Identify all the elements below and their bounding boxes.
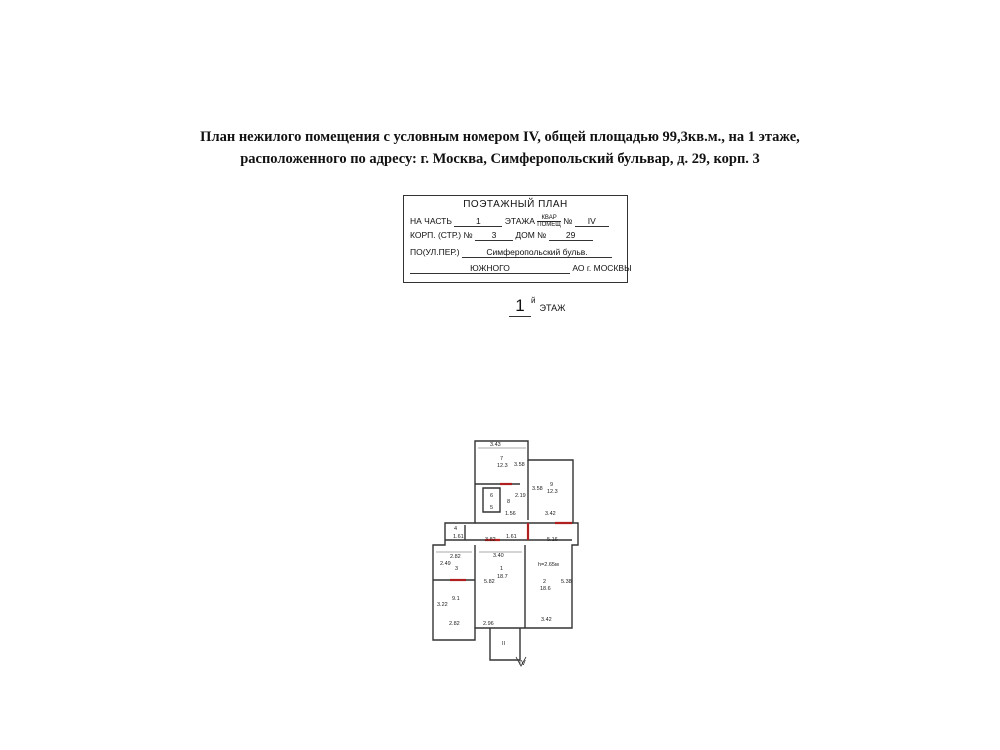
entrance-number: II	[502, 641, 506, 647]
room-5-number: 5	[490, 505, 494, 511]
dim-382: 3.82	[485, 537, 496, 543]
dim-282b: 2.82	[449, 621, 460, 627]
dom-value: 29	[549, 230, 593, 241]
ao-label: АО г. МОСКВЫ	[572, 263, 632, 273]
dim-9v: 3.58	[532, 486, 543, 492]
document-title-line-1: План нежилого помещения с условным номером IV, общей площадью 99,3кв.м., на 1 этаже,	[200, 129, 800, 145]
part-value: 1	[454, 216, 502, 227]
room-9-area: 12.3	[547, 489, 558, 495]
floor-label: ЭТАЖА	[504, 215, 535, 226]
dim-516: 5.16	[547, 537, 558, 543]
dim-538: 5.38	[561, 579, 572, 585]
stamp-header: ПОЭТАЖНЫЙ ПЛАН	[463, 199, 568, 210]
dim-hall-v: 2.19	[515, 493, 526, 499]
room-4-number: 4	[454, 526, 458, 532]
dim-342a: 3.42	[545, 511, 556, 517]
dim-296: 2.96	[483, 621, 494, 627]
dim-322: 3.22	[437, 602, 448, 608]
dim-340: 3.40	[493, 553, 504, 559]
dim-156: 1.56	[505, 511, 516, 517]
room-2-area: 18.6	[540, 586, 551, 592]
room-6-number: 6	[490, 493, 494, 499]
floor-label: ЭТАЖ	[539, 303, 566, 313]
dim-161a: 1.61	[453, 534, 464, 540]
room-1-number: 1	[500, 566, 504, 572]
ceiling-height: h=2.65м	[538, 562, 559, 568]
num-value: IV	[575, 216, 609, 227]
room-1-area: 18.7	[497, 574, 508, 580]
dim-top: 3.43	[490, 442, 501, 448]
dim-161b: 1.61	[506, 534, 517, 540]
district-value: ЮЖНОГО	[410, 263, 570, 274]
floor-suffix: й	[531, 296, 536, 305]
dom-label: ДОМ №	[515, 230, 547, 240]
dim-249: 2.49	[440, 561, 451, 567]
korp-label: КОРП. (СТР.) №	[410, 230, 473, 240]
roman-mark: IV	[519, 660, 526, 667]
kvar-label: КВАР	[537, 215, 561, 222]
dim-582: 5.82	[484, 579, 495, 585]
korp-value: 3	[475, 230, 513, 241]
street-label: ПО(УЛ.ПЕР.)	[410, 247, 460, 257]
num-label: №	[563, 215, 573, 226]
room-3b-area: 9.1	[452, 596, 460, 602]
street-value: Симферопольский бульв.	[462, 247, 612, 258]
dim-7v: 3.58	[514, 462, 525, 468]
room-7-number: 7	[500, 456, 504, 462]
room-7-area: 12.3	[497, 463, 508, 469]
room-3-number: 3	[455, 566, 459, 572]
document-title-line-2: расположенного по адресу: г. Москва, Симферопольский бульвар, д. 29, корп. 3	[240, 151, 760, 167]
dim-342b: 3.42	[541, 617, 552, 623]
room-8-number: 8	[507, 499, 511, 505]
floor-number: 1	[509, 296, 531, 317]
pomesh-label: ПОМЕЩ	[537, 222, 561, 228]
part-label: НА ЧАСТЬ	[410, 215, 452, 226]
room-2-number: 2	[543, 579, 547, 585]
room-9-number: 9	[550, 482, 554, 488]
dim-282a: 2.82	[450, 554, 461, 560]
